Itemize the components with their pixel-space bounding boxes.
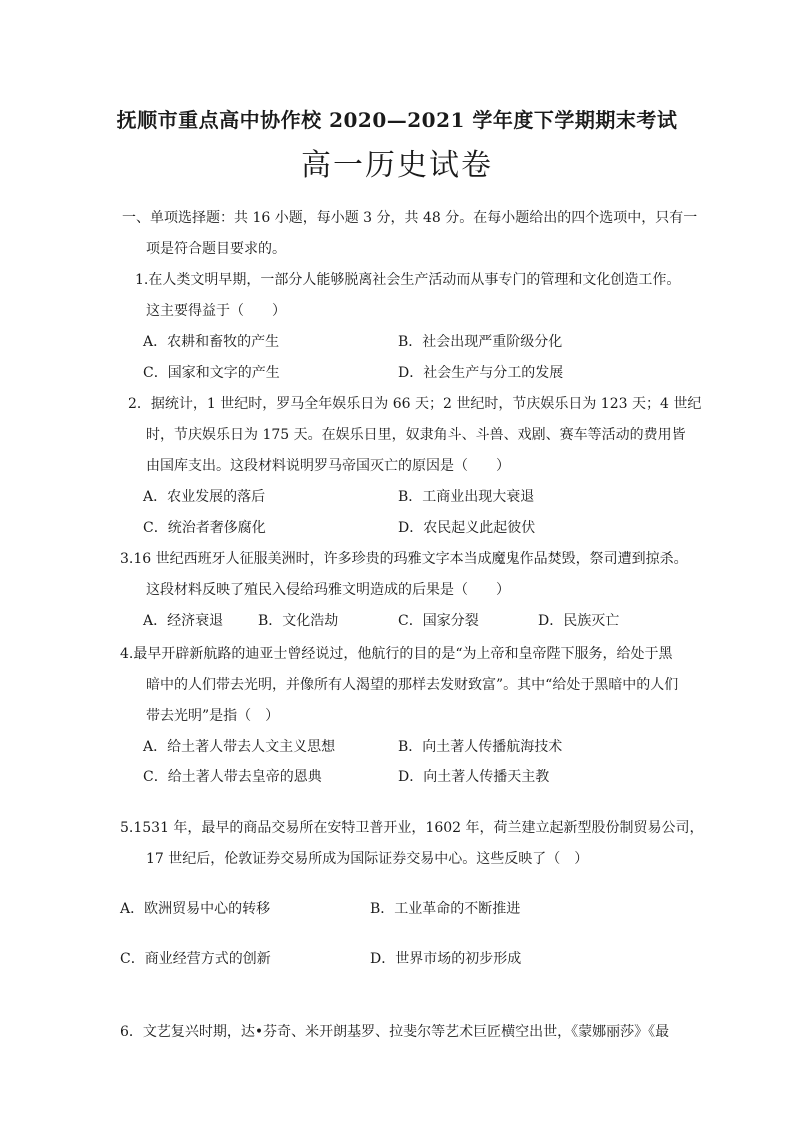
question-text: 3.16 世纪西班牙人征服美洲时，许多珍贵的玛雅文字本当成魔鬼作品焚毁，祭司遭到掠杀。: [120, 551, 688, 567]
question-text: 5.1531 年，最早的商品交易所在安特卫普开业，1602 年，荷兰建立起新型股份制贸易公司，: [120, 820, 704, 836]
option-a: A．给土著人带去人文主义思想: [143, 739, 336, 755]
question-text: 由国库支出。这段材料说明罗马帝国灭亡的原因是（ ）: [146, 458, 510, 474]
question-text: 17 世纪后，伦敦证券交易所成为国际证券交易中心。这些反映了（ ）: [146, 851, 589, 867]
option-c: C．商业经营方式的创新: [120, 951, 271, 967]
option-b: B．向土著人传播航海技术: [398, 739, 563, 755]
option-d: D．向土著人传播天主教: [398, 769, 550, 785]
option-a: A．经济衰退: [143, 613, 224, 629]
option-b: B．工业革命的不断推进: [370, 901, 521, 917]
option-b: B．文化浩劫: [258, 613, 339, 629]
option-a: A．农耕和畜牧的产生: [143, 334, 280, 350]
question-text: 这段材料反映了殖民入侵给玛雅文明造成的后果是（ ）: [146, 582, 510, 598]
option-a: A．欧洲贸易中心的转移: [120, 901, 271, 917]
question-text: 带去光明”是指（ ）: [146, 708, 280, 724]
option-c: C．国家分裂: [398, 613, 479, 629]
option-d: D．农民起义此起彼伏: [398, 520, 536, 536]
option-d: D．社会生产与分工的发展: [398, 365, 564, 381]
option-c: C．给土著人带去皇帝的恩典: [143, 769, 322, 785]
option-b: B．社会出现严重阶级分化: [398, 334, 563, 350]
question-text: 这主要得益于（ ）: [146, 303, 286, 319]
section-instructions-cont: 项是符合题目要求的。: [146, 241, 286, 257]
question-text: 暗中的人们带去光明，并像所有人渴望的那样去发财致富”。其中“给处于黑暗中的人们: [146, 677, 679, 693]
exam-subtitle: 高一历史试卷: [301, 148, 493, 183]
question-text: 4.最早开辟新航路的迪亚士曾经说过，他航行的目的是“为上帝和皇帝陛下服务，给处于黑: [120, 646, 673, 662]
question-text: 1.在人类文明早期，一部分人能够脱离社会生产活动而从事专门的管理和文化创造工作。: [135, 272, 681, 288]
question-text: 6．文艺复兴时期，达•芬奇、米开朗基罗、拉斐尔等艺术巨匠横空出世，《蒙娜丽莎》《最: [120, 1024, 670, 1040]
question-text: 时，节庆娱乐日为 175 天。在娱乐日里，奴隶角斗、斗兽、戏剧、赛车等活动的费用皆: [146, 427, 686, 443]
option-c: C．统治者奢侈腐化: [143, 520, 266, 536]
option-c: C．国家和文字的产生: [143, 365, 280, 381]
option-d: D．世界市场的初步形成: [370, 951, 522, 967]
option-d: D．民族灭亡: [538, 613, 620, 629]
option-a: A．农业发展的落后: [143, 489, 266, 505]
option-b: B．工商业出现大衰退: [398, 489, 535, 505]
section-instructions: 一、单项选择题：共 16 小题，每小题 3 分，共 48 分。在每小题给出的四个选项中，只有一: [122, 210, 698, 226]
question-text: 2．据统计，1 世纪时，罗马全年娱乐日为 66 天；2 世纪时，节庆娱乐日为 123 天；4 世纪: [128, 396, 702, 412]
exam-title: 抚顺市重点高中协作校 2020—2021 学年度下学期期末考试: [116, 108, 678, 132]
